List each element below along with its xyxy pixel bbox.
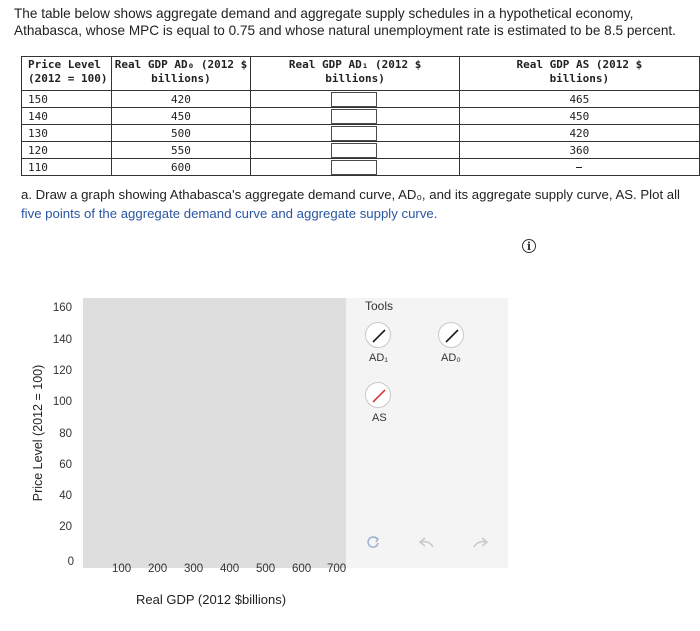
ad1-input-2[interactable] [331, 109, 377, 124]
intro-line-1: The table below shows aggregate demand and aggregate supply schedules in a hypothetical economy, [14, 6, 634, 21]
as-tool-button[interactable] [365, 382, 391, 408]
ad1-input-4[interactable] [331, 143, 377, 158]
x-tick: 200 [148, 563, 168, 575]
y-tick: 140 [52, 334, 72, 346]
y-tick: 20 [59, 521, 72, 533]
ad1-input-cell[interactable] [251, 142, 459, 159]
question-line-2: five points of the aggregate demand curve and aggregate supply curve. [21, 206, 438, 221]
price-cell: 150 [22, 91, 112, 108]
x-tick: 100 [112, 563, 132, 575]
tools-title: Tools [365, 299, 394, 313]
line-tool-icon [371, 388, 387, 404]
graph-plot-area[interactable] [83, 298, 346, 568]
ad1-input-3[interactable] [331, 126, 377, 141]
ad1-input-cell[interactable] [251, 125, 459, 142]
y-tick: 100 [52, 396, 72, 408]
ad1-tool-label: AD₁ [369, 352, 388, 364]
as-cell: 465 [459, 91, 699, 108]
y-tick: 160 [52, 302, 72, 314]
problem-intro [14, 5, 694, 39]
schedule-table [21, 56, 700, 176]
y-tick: 40 [59, 490, 72, 502]
undo-icon[interactable] [417, 534, 437, 550]
ad0-cell: 600 [111, 159, 251, 176]
as-tool-label: AS [372, 412, 387, 424]
ad1-input-cell[interactable] [251, 108, 459, 125]
question-text [21, 185, 697, 223]
y-axis-label: Price Level (2012 = 100) [31, 364, 45, 502]
as-dash [576, 167, 582, 168]
x-tick: 700 [327, 563, 347, 575]
as-cell [459, 159, 699, 176]
ad0-cell: 450 [111, 108, 251, 125]
line-tool-icon [444, 328, 460, 344]
table-row [22, 142, 700, 159]
y-tick: 120 [52, 365, 72, 377]
header-price-level: Price Level (2012 = 100) [22, 57, 112, 91]
table-row [22, 108, 700, 125]
ad1-input-cell[interactable] [251, 91, 459, 108]
ad0-cell: 500 [111, 125, 251, 142]
ad1-input-1[interactable] [331, 92, 377, 107]
ad0-tool-button[interactable] [438, 322, 464, 348]
x-tick: 500 [256, 563, 276, 575]
header-as: Real GDP AS (2012 $ billions) [459, 57, 699, 91]
table-row [22, 125, 700, 142]
as-cell: 360 [459, 142, 699, 159]
price-cell: 140 [22, 108, 112, 125]
origin-tick: 0 [67, 556, 74, 568]
header-ad1: Real GDP AD₁ (2012 $ billions) [251, 57, 459, 91]
ad0-cell: 420 [111, 91, 251, 108]
x-tick: 300 [184, 563, 204, 575]
price-cell: 120 [22, 142, 112, 159]
line-tool-icon [371, 328, 387, 344]
y-tick: 80 [59, 428, 72, 440]
as-cell: 450 [459, 108, 699, 125]
question-line-1: a. Draw a graph showing Athabasca's aggregate demand curve, AD₀, and its aggregate supply curve, AS. Plot all [21, 187, 680, 202]
ad1-tool-button[interactable] [365, 322, 391, 348]
as-cell: 420 [459, 125, 699, 142]
table-row [22, 159, 700, 176]
y-tick: 60 [59, 459, 72, 471]
price-cell: 110 [22, 159, 112, 176]
x-tick: 600 [292, 563, 312, 575]
table-row [22, 91, 700, 108]
intro-line-2: Athabasca, whose MPC is equal to 0.75 and whose natural unemployment rate is estimated to be 8.5 percent. [14, 23, 676, 38]
ad1-input-5[interactable] [331, 160, 377, 175]
table-header-row [22, 57, 700, 91]
ad1-input-cell[interactable] [251, 159, 459, 176]
price-cell: 130 [22, 125, 112, 142]
ad0-cell: 550 [111, 142, 251, 159]
x-tick: 400 [220, 563, 240, 575]
redo-icon[interactable] [470, 534, 490, 550]
reset-icon[interactable] [364, 534, 382, 550]
ad0-tool-label: AD₀ [441, 352, 461, 364]
info-icon[interactable]: i [522, 239, 536, 253]
header-ad0: Real GDP AD₀ (2012 $ billions) [111, 57, 251, 91]
x-axis-label: Real GDP (2012 $billions) [136, 592, 287, 607]
